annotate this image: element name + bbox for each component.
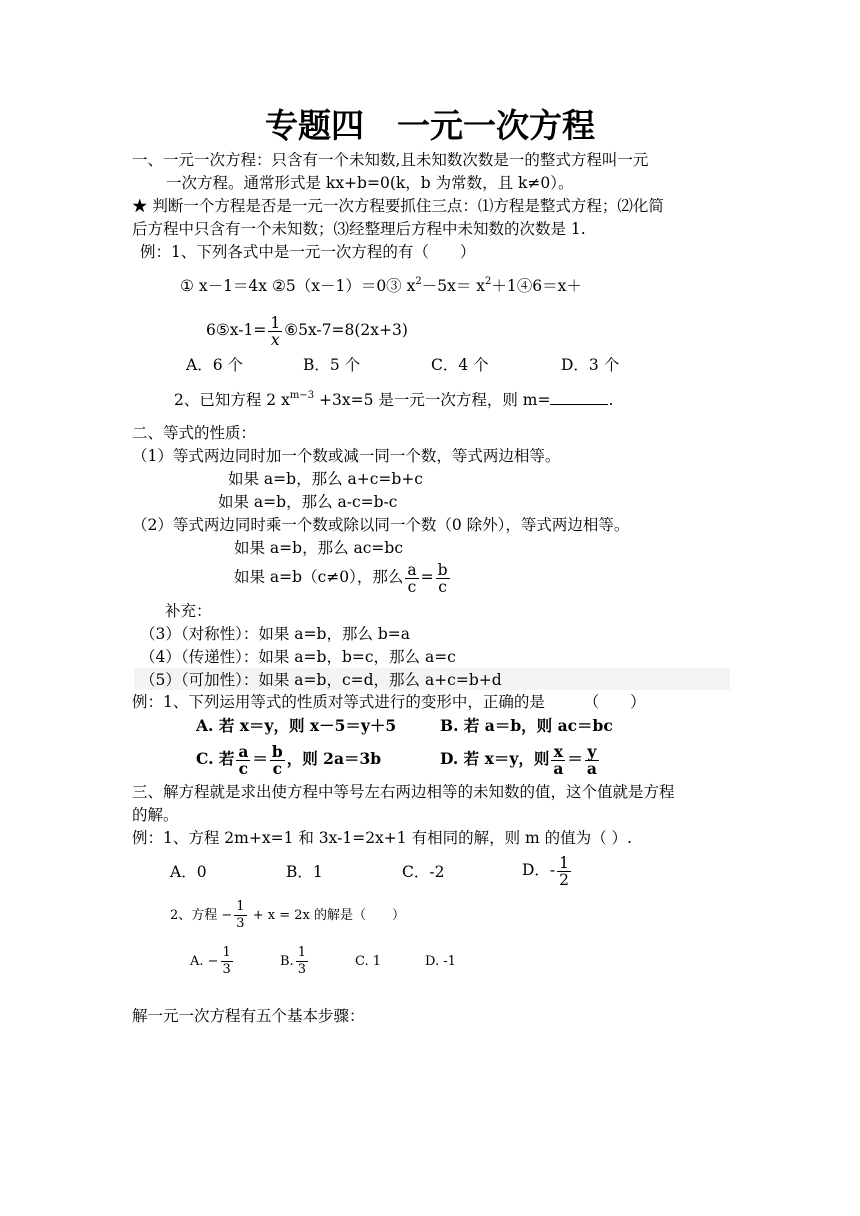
s3-ex2-option-b: B. $\frac{1}{3}$ (280, 945, 306, 977)
s1-ex1-option-d: D．3 个 (561, 356, 620, 374)
s1-example2: 2、已知方程 2 $x^{m-3} +3x=5$ 是一元一次方程，则 m= . (174, 390, 614, 409)
eq2-fraction: $\frac{1}{x}$ (270, 313, 281, 349)
s4-steps-heading: 解一元一次方程有五个基本步骤： (132, 1007, 365, 1025)
s1-key-points-line2: 后方程中只含有一个未知数；⑶经整理后方程中未知数的次数是 1. (132, 220, 586, 238)
s3-example2: 2、方程 − $\frac{1}{3}$ + x = 2x 的解是（ ） (170, 899, 405, 931)
s2-property3: （3）（对称性）：如果 a=b，那么 b=a (140, 625, 411, 643)
s2-option-a: A. 若 x＝y，则 x－5＝y＋5 (196, 716, 397, 735)
s3-ex1-option-d: D．- $\frac{1}{2}$ (522, 853, 570, 889)
s2-property1-a: 如果 a=b，那么 a+c=b+c (228, 470, 423, 488)
s2-option-b: B. 若 a＝b，则 ac＝bc (440, 716, 613, 735)
s1-example1-question: 例：1、下列各式中是一元一次方程的有（ ） (140, 243, 476, 261)
eq2-post: ⑥5x-7=8(2x+3) (284, 321, 408, 339)
answer-blank (550, 390, 608, 405)
eq-part-b: －5x＝ x (421, 277, 486, 295)
s2-heading: 二、等式的性质： (132, 424, 257, 442)
s2-property4: （4）（传递性）：如果 a=b，b=c，那么 a=c (140, 648, 456, 666)
s1-ex1-option-a: A．6 个 (186, 356, 243, 374)
s3-ex2-option-d: D. -1 (425, 954, 456, 969)
s3-ex2-option-c: C. 1 (355, 954, 382, 969)
eq-part-a: ① x－1＝4x ②5（x－1）＝0③ x (180, 277, 416, 295)
s1-ex1-option-c: C．4 个 (431, 356, 489, 374)
fraction-b-over-c: $\frac{b}{c}$ (437, 560, 448, 596)
s2-property2-a: 如果 a=b，那么 ac=bc (234, 539, 404, 557)
s2-option-d: D. 若 x＝y，则 $\frac{x}{a}$ ＝ $\frac{y}{a}$ (440, 741, 597, 778)
s1-definition-line2: 一次方程。通常形式是 kx+b=0(k，b 为常数，且 k≠0）。 (166, 174, 574, 192)
s2-option-c: C. 若 $\frac{a}{c}$ ＝ $\frac{b}{c}$ ，则 2a＝3b (196, 741, 382, 778)
page-title: 专题四 一元一次方程 (265, 106, 595, 145)
s3-example1-question: 例：1、方程 2m+x=1 和 3x-1=2x+1 有相同的解，则 m 的值为（ ）. (132, 829, 632, 847)
s3-ex1-option-c: C．-2 (402, 863, 445, 881)
s3-definition-line1: 三、解方程就是求出使方程中等号左右两边相等的未知数的值，这个值就是方程 (132, 783, 675, 801)
s3-definition-line2: 的解。 (132, 806, 179, 824)
s3-ex1-option-a: A．0 (170, 863, 207, 881)
s1-key-points-line1: ★ 判断一个方程是否是一元一次方程要抓住三点：⑴方程是整式方程；⑵化简 (132, 197, 664, 215)
fraction-a-over-c: $\frac{a}{c}$ (407, 560, 417, 596)
s2-property2-b: 如果 a=b（c≠0），那么 $\frac{a}{c}$ = $\frac{b}{c}$ (234, 560, 448, 596)
s1-definition-line1: 一、一元一次方程：只含有一个未知数,且未知数次数是一的整式方程叫一元 (132, 151, 649, 169)
eq-part-c: ＋1④6＝x＋ (491, 277, 582, 295)
s1-ex1-option-b: B．5 个 (303, 356, 361, 374)
s2-property5: （5）（可加性）：如果 a=b，c=d，那么 a+c=b+d (140, 671, 502, 689)
s2-property2: （2）等式两边同时乘一个数或除以同一个数（0 除外），等式两边相等。 (132, 516, 630, 534)
s3-ex2-option-a: A. − $\frac{1}{3}$ (190, 945, 231, 977)
s2-example-question: 例：1、下列运用等式的性质对等式进行的变形中，正确的是 （ ） (132, 693, 646, 711)
s3-ex1-option-b: B．1 (286, 863, 323, 881)
eq2-pre: 6⑤x-1= (206, 321, 267, 339)
s2-supplement-label: 补充： (165, 602, 212, 620)
s1-equations-line2 (206, 312, 408, 348)
s1-equations-line1: ① x－1＝4x ②5（x－1）＝0③ $x^2-5x=$ $x^2+1④6=x+$ (180, 276, 582, 295)
s2-property1-b: 如果 a=b，那么 a-c=b-c (218, 493, 398, 511)
s2-property1: （1）等式两边同时加一个数或减一同一个数，等式两边相等。 (132, 447, 561, 465)
